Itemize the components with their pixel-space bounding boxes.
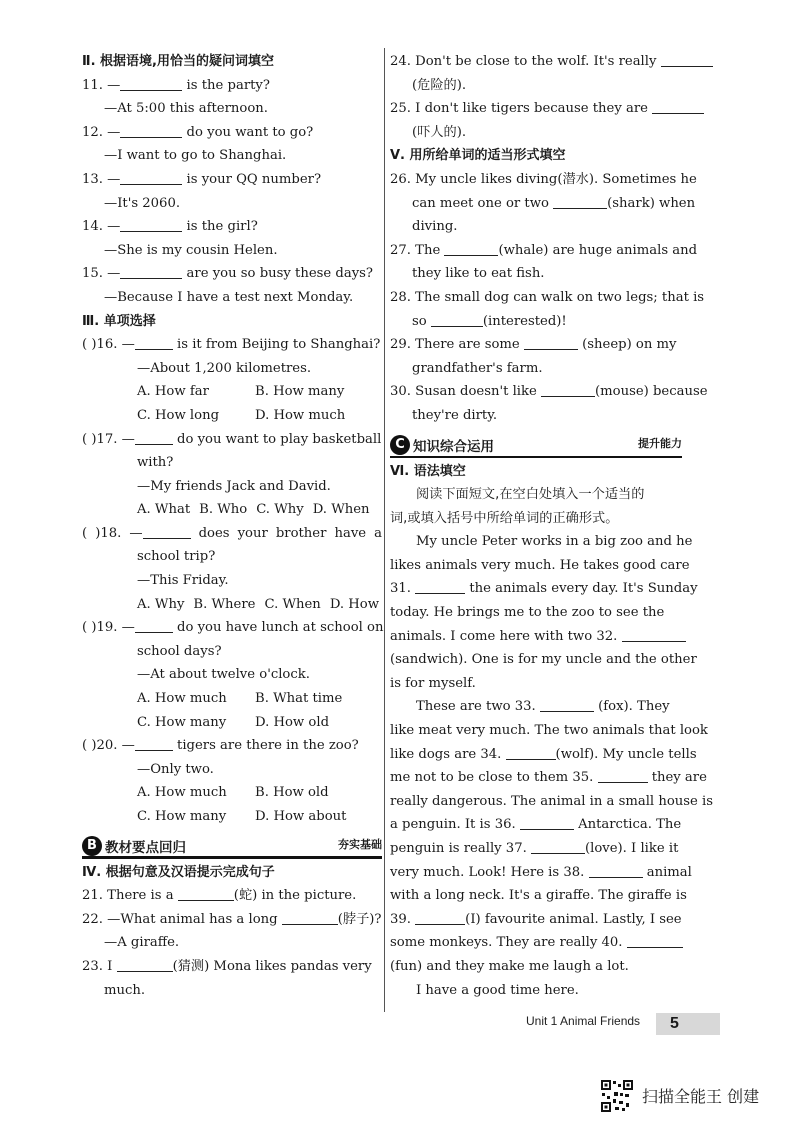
passage-line-2: likes animals very much. He takes good care [390, 557, 690, 573]
q23-line [82, 955, 382, 979]
q29-blank[interactable] [524, 335, 578, 350]
q27-blank[interactable] [444, 241, 498, 256]
q28-text-pre: so [412, 313, 431, 329]
q13-text: is your QQ number? [182, 171, 322, 187]
passage-line-14 [390, 837, 682, 861]
banner-c-subtitle: 提升能力 [638, 436, 682, 450]
q16-option-d[interactable]: D. How much [255, 407, 346, 423]
q21-text-post: (蛇) in the picture. [233, 888, 357, 904]
passage-line-13 [390, 813, 682, 837]
q19-number: ( )19. — [82, 620, 135, 636]
q18-text: does your brother have a [190, 525, 382, 541]
blank-31[interactable] [415, 579, 465, 594]
q19-continuation: school days? [137, 643, 222, 659]
blank-39[interactable] [415, 910, 465, 925]
q18-answer: —This Friday. [137, 573, 229, 589]
passage-line-9: like meat very much. The two animals that look [390, 723, 708, 739]
passage-line-5 [390, 625, 682, 649]
q18-blank[interactable] [143, 524, 191, 539]
q17-line [82, 428, 382, 452]
q25-line [390, 97, 682, 121]
qr-code-icon [600, 1079, 634, 1113]
q17-number: ( )17. — [82, 431, 135, 447]
q21-line [82, 884, 382, 908]
q25-text: 25. I don't like tigers because they are [390, 101, 653, 117]
passage-line-8-post: (fox). They [593, 699, 670, 715]
section-6-heading: Ⅵ. 语法填空 [390, 463, 466, 479]
q13-blank[interactable] [120, 170, 182, 185]
q20-option-b[interactable]: B. How old [255, 785, 329, 801]
passage-line-10-post: (wolf). My uncle tells [555, 746, 697, 762]
q17-option-d[interactable]: D. When [312, 502, 370, 518]
q19-option-a[interactable]: A. How much [137, 691, 227, 707]
banner-b-subtitle: 夯实基础 [338, 837, 382, 851]
blank-37[interactable] [531, 839, 585, 854]
q19-blank[interactable] [135, 618, 173, 633]
section-4-heading: Ⅳ. 根据句意及汉语提示完成句子 [82, 864, 275, 880]
q30-blank[interactable] [541, 382, 595, 397]
q11-line [82, 74, 382, 98]
q14-line [82, 215, 382, 239]
q20-number: ( )20. — [82, 738, 135, 754]
passage-line-20: I have a good time here. [416, 982, 579, 998]
passage-line-15-post: animal [642, 864, 692, 880]
q15-text: are you so busy these days? [182, 266, 373, 282]
q27-text-pre: 27. The [390, 242, 445, 258]
q14-answer: —She is my cousin Helen. [104, 242, 278, 258]
q26-line1: 26. My uncle likes diving(潜水). Sometimes he [390, 171, 697, 187]
q17-option-a[interactable]: A. What [137, 502, 191, 518]
q13-number: 13. — [82, 171, 121, 187]
q16-option-a[interactable]: A. How far [137, 384, 209, 400]
q26-line2 [390, 192, 696, 216]
q23-blank[interactable] [117, 957, 173, 972]
page-number: 5 [656, 1013, 720, 1035]
q12-text: do you want to go? [182, 124, 314, 140]
blank-33[interactable] [540, 697, 594, 712]
q17-options [82, 498, 382, 522]
q11-answer: —At 5:00 this afternoon. [104, 101, 268, 117]
q12-line [82, 121, 382, 145]
passage-line-11 [390, 766, 707, 790]
q15-blank[interactable] [120, 264, 182, 279]
q26-blank[interactable] [553, 194, 607, 209]
q19-answer: —At about twelve o'clock. [137, 667, 310, 683]
q19-options-row2 [82, 711, 382, 735]
q16-text: is it from Beijing to Shanghai? [172, 337, 381, 353]
q15-answer: —Because I have a test next Monday. [104, 289, 354, 305]
passage-line-14-pre: penguin is really 37. [390, 841, 531, 856]
q26-line3: diving. [412, 219, 458, 235]
q21-blank[interactable] [178, 886, 234, 901]
blank-32[interactable] [622, 627, 686, 642]
q15-line [82, 262, 382, 286]
section-6-instruction-2: 词,或填入括号中所给单词的正确形式。 [390, 510, 619, 526]
q20-blank[interactable] [135, 736, 173, 751]
q19-line [82, 616, 382, 640]
q22-line [82, 908, 382, 932]
q29-line1 [390, 333, 682, 357]
passage-line-10-pre: like dogs are 34. [390, 746, 506, 762]
q23-continuation: much. [104, 982, 146, 998]
q18-continuation: school trip? [137, 549, 216, 565]
section-2-heading: Ⅱ. 根据语境,用恰当的疑问词填空 [82, 54, 274, 69]
q30-line1 [390, 380, 708, 404]
q27-text-post: (whale) are huge animals and [498, 242, 698, 258]
passage-line-18-text: some monkeys. They are really 40. [390, 935, 627, 951]
q19-options-row1 [82, 687, 382, 711]
q17-answer: —My friends Jack and David. [137, 478, 331, 494]
q30-line2: they're dirty. [412, 407, 498, 423]
q16-option-b[interactable]: B. How many [255, 384, 345, 400]
passage-line-15-pre: very much. Look! Here is 38. [390, 864, 589, 880]
q21-text-pre: 21. There is a [82, 888, 178, 904]
right-column [390, 50, 714, 1002]
q20-line [82, 734, 382, 758]
q18-line [82, 522, 382, 546]
q15-number: 15. — [82, 266, 121, 282]
q27-line2: they like to eat fish. [412, 266, 545, 282]
q17-text: do you want to play basketball [172, 431, 382, 447]
q18-options [82, 593, 382, 617]
q20-option-a[interactable]: A. How much [137, 785, 227, 801]
q16-options-row1 [82, 380, 382, 404]
q17-blank[interactable] [135, 430, 173, 445]
blank-31-label: 31. [390, 581, 416, 597]
q28-blank[interactable] [431, 312, 483, 327]
section-5-heading: Ⅴ. 用所给单词的适当形式填空 [390, 148, 566, 164]
passage-line-8-pre: These are two 33. [416, 699, 540, 715]
q14-blank[interactable] [120, 217, 182, 232]
q18-option-d[interactable]: D. How [329, 596, 380, 612]
q24-blank[interactable] [661, 52, 713, 67]
q12-answer: —I want to go to Shanghai. [104, 148, 287, 164]
passage-line-12: really dangerous. The animal in a small house is [390, 793, 714, 809]
q17-option-b[interactable]: B. Who [199, 502, 248, 518]
q11-blank[interactable] [120, 76, 182, 91]
q24-hint: (危险的). [412, 77, 467, 93]
q18-number: ( )18. — [82, 525, 143, 541]
column-divider [384, 48, 385, 1012]
q26-text-post: (shark) when [607, 195, 696, 211]
passage-line-18 [390, 931, 682, 955]
banner-c-underline [390, 456, 682, 458]
q16-options-row2 [82, 404, 382, 428]
passage-line-13-post: Antarctica. The [573, 817, 682, 833]
passage-line-17 [390, 908, 682, 932]
blank-40[interactable] [627, 933, 683, 948]
passage-line-5-text: animals. I come here with two 32. [390, 628, 622, 644]
section-6-instruction-1: 阅读下面短文,在空白处填入一个适当的 [416, 487, 645, 503]
q19-option-b[interactable]: B. What time [255, 691, 343, 707]
q29-text-pre: 29. There are some [390, 337, 524, 353]
passage-line-4: today. He brings me to the zoo to see the [390, 605, 665, 621]
blank-34[interactable] [506, 745, 556, 760]
passage-line-11-post: they are [647, 770, 707, 786]
q18-option-c[interactable]: C. When [264, 596, 321, 612]
banner-b [82, 833, 382, 859]
q20-option-c[interactable]: C. How many [137, 809, 227, 824]
q22-blank[interactable] [282, 910, 338, 925]
q18-option-a[interactable]: A. Why [137, 596, 185, 612]
blank-38[interactable] [589, 863, 643, 878]
q14-text: is the girl? [182, 219, 258, 235]
q16-blank[interactable] [135, 335, 173, 350]
q24-text: 24. Don't be close to the wolf. It's really [390, 54, 661, 69]
passage-line-3-text: the animals every day. It's Sunday [465, 581, 698, 597]
q30-text-pre: 30. Susan doesn't like [390, 384, 541, 400]
q16-option-c[interactable]: C. How long [137, 407, 220, 423]
q29-line2: grandfather's farm. [412, 360, 543, 376]
passage-line-8 [390, 695, 682, 719]
q25-blank[interactable] [652, 99, 704, 114]
passage-line-3 [390, 577, 698, 601]
passage-line-11-pre: me not to be close to them 35. [390, 770, 598, 786]
q11-number: 11. — [82, 77, 121, 93]
passage-line-17-pre: 39. [390, 911, 416, 927]
q11-text: is the party? [182, 77, 270, 93]
q20-answer: —Only two. [137, 761, 214, 777]
passage-line-16: with a long neck. It's a giraffe. The giraffe is [390, 888, 687, 904]
q20-options-row1 [82, 781, 382, 805]
q19-text: do you have lunch at school on [172, 620, 384, 636]
q22-answer: —A giraffe. [104, 935, 180, 951]
q16-line [82, 333, 382, 357]
footer-unit-title: Unit 1 Animal Friends [526, 1014, 641, 1028]
q28-line2 [390, 310, 682, 334]
banner-c-badge: C [390, 435, 410, 455]
q13-line [82, 168, 382, 192]
q22-text-post: (脖子)? [337, 911, 382, 927]
passage-line-10 [390, 743, 697, 767]
passage-line-19: (fun) and they make me laugh a lot. [390, 958, 629, 974]
blank-35[interactable] [598, 768, 648, 783]
q16-answer: —About 1,200 kilometres. [137, 360, 312, 376]
q16-number: ( )16. — [82, 337, 135, 353]
q28-text-post: (interested)! [482, 313, 567, 329]
q28-line1: 28. The small dog can walk on two legs; that is [390, 289, 705, 305]
watermark-text: 扫描全能王 创建 [642, 1087, 760, 1106]
q22-text-pre: 22. —What animal has a long [82, 911, 282, 927]
passage-line-15 [390, 861, 692, 885]
passage-line-13-pre: a penguin. It is 36. [390, 817, 520, 833]
q20-option-d[interactable]: D. How about [255, 809, 347, 824]
q20-text: tigers are there in the zoo? [172, 738, 359, 754]
q20-options-row2 [82, 805, 382, 829]
q27-line1 [390, 239, 698, 263]
banner-b-title: 教材要点回归 [105, 839, 186, 856]
q25-hint: (吓人的). [412, 124, 467, 140]
blank-36[interactable] [520, 815, 574, 830]
q26-text-pre: can meet one or two [412, 195, 554, 211]
banner-c-title: 知识综合运用 [413, 438, 494, 455]
left-column [82, 50, 382, 1002]
q19-option-d[interactable]: D. How old [255, 714, 330, 730]
q29-text-post: (sheep) on my [577, 337, 677, 353]
passage-line-7: is for myself. [390, 675, 476, 691]
passage-line-1: My uncle Peter works in a big zoo and he [416, 534, 693, 550]
section-3-heading: Ⅲ. 单项选择 [82, 313, 156, 329]
passage-line-17-post: (I) favourite animal. Lastly, I see [465, 911, 682, 927]
q19-option-c[interactable]: C. How many [137, 714, 227, 730]
banner-b-underline [82, 856, 382, 859]
q12-number: 12. — [82, 124, 121, 140]
q30-text-post: (mouse) because [595, 384, 708, 400]
banner-b-badge: B [82, 836, 102, 856]
q17-option-c[interactable]: C. Why [256, 502, 304, 518]
q17-continuation: with? [137, 455, 174, 471]
q14-number: 14. — [82, 219, 121, 235]
banner-c [390, 432, 682, 458]
q18-option-b[interactable]: B. Where [193, 596, 256, 612]
passage-line-6: (sandwich). One is for my uncle and the other [390, 652, 697, 668]
q24-line [390, 50, 682, 74]
q12-blank[interactable] [120, 123, 182, 138]
q13-answer: —It's 2060. [104, 195, 181, 211]
passage-line-14-post: (love). I like it [584, 841, 679, 856]
q23-text-pre: 23. I [82, 958, 117, 974]
q23-text-post: (猜测) Mona likes pandas very [172, 958, 372, 974]
